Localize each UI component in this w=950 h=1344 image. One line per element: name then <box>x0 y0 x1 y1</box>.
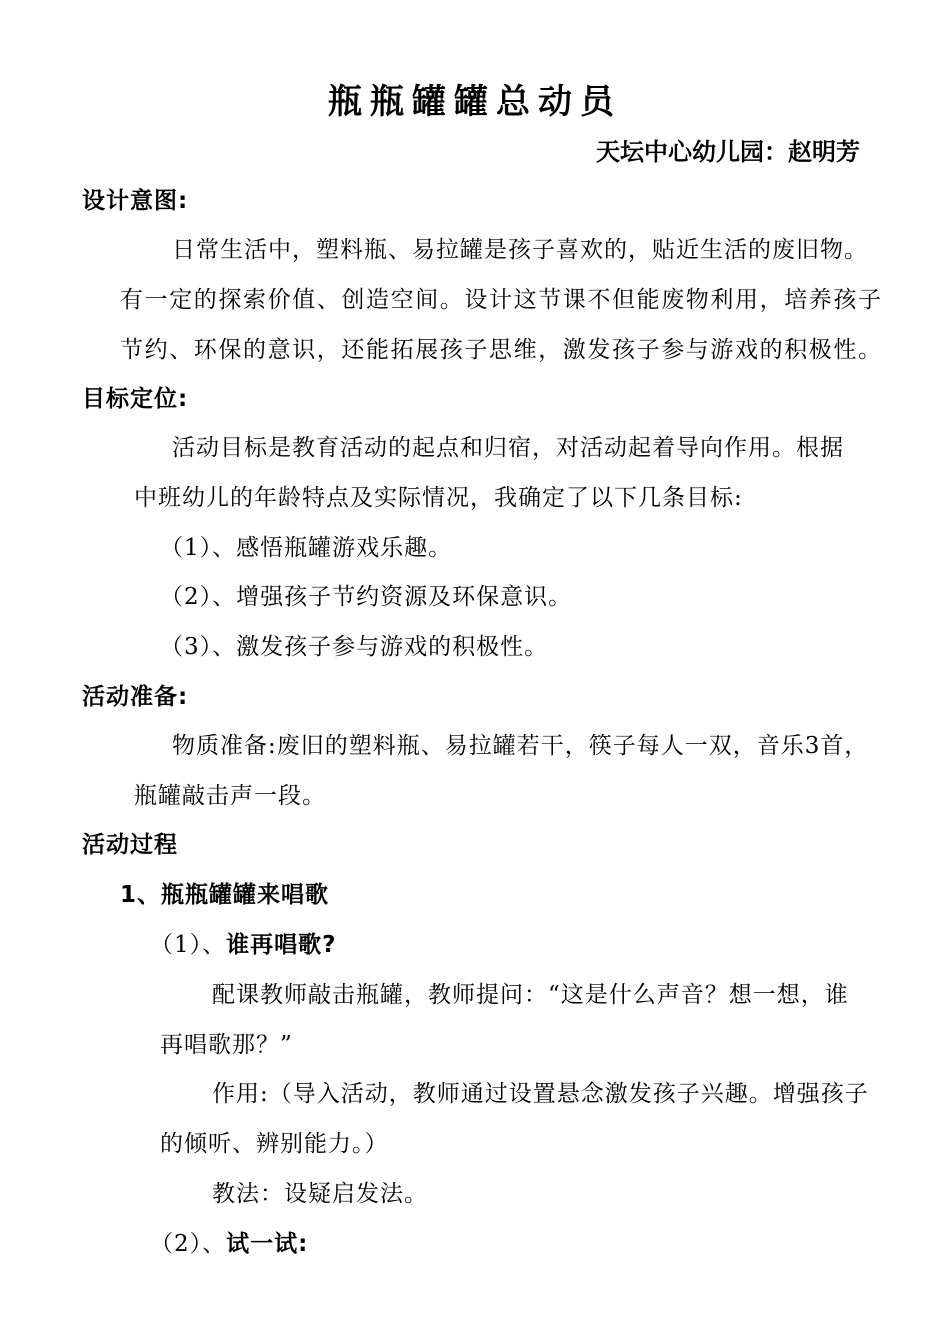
sub1-line-1: 配课教师敲击瓶罐，教师提问：“这是什么声音？想一想，谁 <box>212 982 849 1008</box>
sub-step-1 <box>150 930 336 960</box>
sub-step-1-label: 谁再唱歌? <box>226 932 337 958</box>
heading-design: 设计意图: <box>82 188 189 214</box>
goal-item-2: （2）、增强孩子节约资源及环保意识。 <box>160 584 573 610</box>
step-1-title: 1、瓶瓶罐罐来唱歌 <box>120 882 330 908</box>
heading-prep: 活动准备: <box>82 684 189 710</box>
sub-step-2-number: （2）、 <box>150 1231 227 1257</box>
sub1-line-4: 的倾听、辨别能力。） <box>160 1131 389 1157</box>
goal-item-1: （1）、感悟瓶罐游戏乐趣。 <box>160 535 453 561</box>
sub1-line-5: 教法：设疑启发法。 <box>212 1181 428 1207</box>
heading-goals: 目标定位: <box>82 386 189 412</box>
heading-process: 活动过程 <box>82 832 178 858</box>
prep-line-1: 物质准备:废旧的塑料瓶、易拉罐若干，筷子每人一双，音乐3首， <box>172 733 869 759</box>
sub-step-1-number: （1）、 <box>150 932 227 958</box>
prep-line-2: 瓶罐敲击声一段。 <box>134 783 326 809</box>
sub-step-2 <box>150 1229 308 1259</box>
goals-line-2: 中班幼儿的年龄特点及实际情况，我确定了以下几条目标: <box>134 485 743 511</box>
sub1-line-3: 作用:（导入活动，教师通过设置悬念激发孩子兴趣。增强孩子 <box>212 1081 869 1107</box>
design-line-1: 日常生活中，塑料瓶、易拉罐是孩子喜欢的，贴近生活的废旧物。 <box>172 237 868 263</box>
sub-step-2-label: 试一试: <box>226 1231 309 1257</box>
goal-item-3: （3）、激发孩子参与游戏的积极性。 <box>160 634 549 660</box>
goals-line-1: 活动目标是教育活动的起点和归宿，对活动起着导向作用。根据 <box>172 435 844 461</box>
author-line: 天坛中心幼儿园：赵明芳 <box>596 138 860 166</box>
sub1-line-2: 再唱歌那？” <box>160 1032 293 1058</box>
design-line-3: 节约、环保的意识，还能拓展孩子思维，激发孩子参与游戏的积极性。 <box>120 337 882 363</box>
page-title: 瓶瓶罐罐总动员 <box>328 82 622 122</box>
design-line-2: 有一定的探索价值、创造空间。设计这节课不但能废物利用，培养孩子 <box>120 287 882 313</box>
